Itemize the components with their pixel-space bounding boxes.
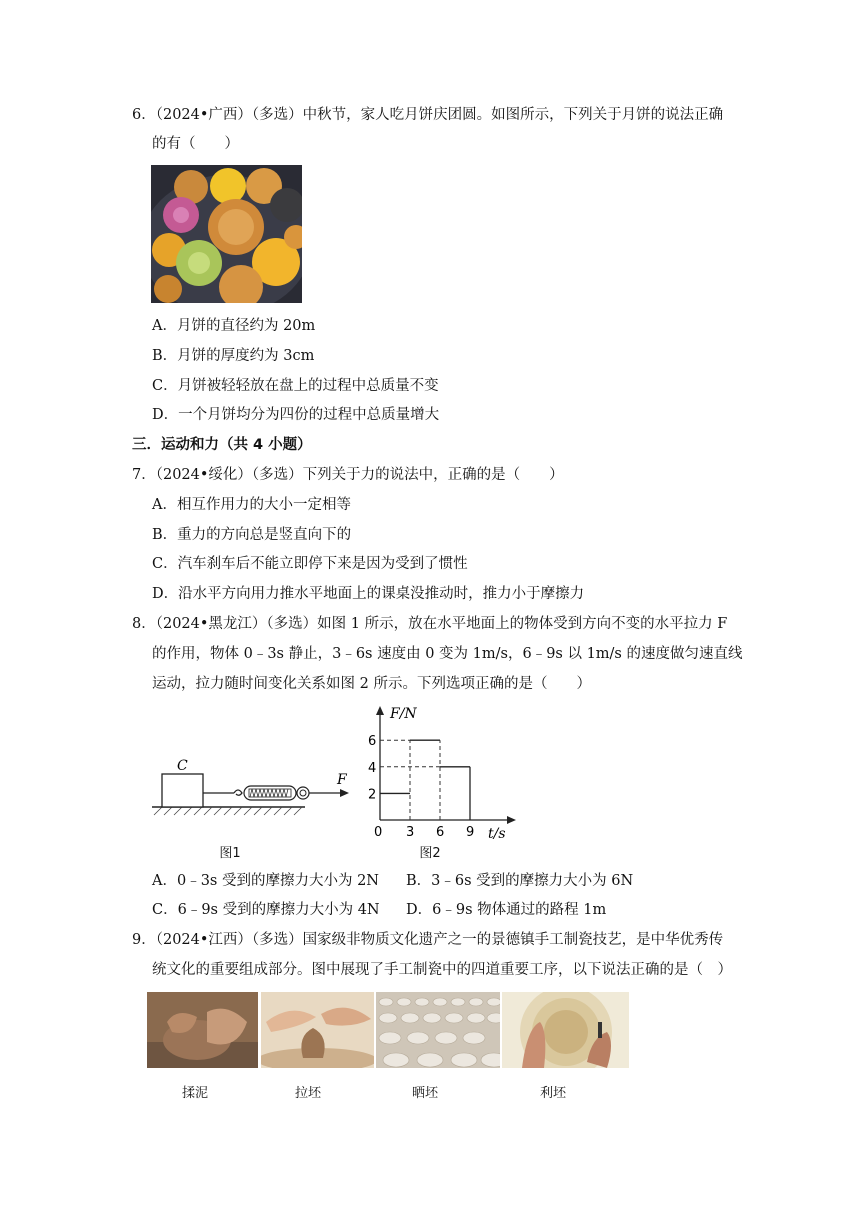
y-tick-label: 2 bbox=[368, 787, 377, 803]
mooncake-photo bbox=[151, 165, 302, 303]
y-axis-arrow bbox=[376, 706, 384, 715]
y-tick-label: 6 bbox=[368, 734, 377, 750]
pottery-photo-trimming bbox=[502, 992, 629, 1068]
pottery-photo-throwing bbox=[261, 992, 374, 1068]
q7-option-c: C．汽车刹车后不能立即停下来是因为受到了惯性 bbox=[152, 556, 468, 572]
caption-kneading: 揉泥 bbox=[181, 1086, 208, 1101]
q8-option-c: C．6﹣9s 受到的摩擦力大小为 4N bbox=[152, 902, 380, 918]
q7-stem: 7．（2024•绥化）（多选）下列关于力的说法中，正确的是（ ） bbox=[132, 467, 564, 483]
caption-drying: 晒坯 bbox=[411, 1086, 438, 1101]
caption-throwing: 拉坯 bbox=[294, 1086, 321, 1101]
q9-stem-line1: 9．（2024•江西）（多选）国家级非物质文化遗产之一的景德镇手工制瓷技艺，是中华优秀传 bbox=[132, 932, 724, 948]
q7-option-b: B．重力的方向总是竖直向下的 bbox=[152, 527, 352, 543]
spring-scale bbox=[244, 786, 309, 800]
y-tick-label: 4 bbox=[368, 760, 377, 776]
q8-stem-line2: 的作用，物体 0﹣3s 静止，3﹣6s 速度由 0 变为 1m/s，6﹣9s 以 1m/s 的速度做匀速直线 bbox=[152, 646, 743, 662]
figure-2-caption: 图2 bbox=[419, 846, 441, 861]
ground-hatching bbox=[154, 807, 302, 815]
pottery-photo-kneading bbox=[147, 992, 258, 1068]
section-heading: 三．运动和力（共 4 小题） bbox=[132, 437, 312, 453]
block-c-label: C bbox=[177, 758, 188, 774]
q6-option-c: C．月饼被轻轻放在盘上的过程中总质量不变 bbox=[152, 378, 439, 394]
q8-stem-line3: 运动，拉力随时间变化关系如图 2 所示。下列选项正确的是（ ） bbox=[152, 676, 591, 692]
pottery-photo-drying bbox=[376, 992, 500, 1068]
q6-stem-line1: 6．（2024•广西）（多选）中秋节，家人吃月饼庆团圆。如图所示，下列关于月饼的说法正确 bbox=[132, 107, 724, 123]
figure-1-caption: 图1 bbox=[219, 846, 241, 861]
x-tick-label: 6 bbox=[436, 825, 445, 840]
q6-option-a: A．月饼的直径约为 20m bbox=[152, 318, 316, 334]
q6-option-d: D．一个月饼均分为四份的过程中总质量增大 bbox=[152, 407, 440, 423]
force-label: F bbox=[337, 772, 347, 788]
q8-option-b: B．3﹣6s 受到的摩擦力大小为 6N bbox=[406, 873, 634, 889]
figure-1-diagram bbox=[150, 755, 355, 825]
q8-stem-line1: 8．（2024•黑龙江）（多选）如图 1 所示，放在水平地面上的物体受到方向不变的水平拉力 F bbox=[132, 616, 728, 632]
x-axis-arrow bbox=[507, 816, 516, 824]
q9-stem-line2: 统文化的重要组成部分。图中展现了手工制瓷中的四道重要工序，以下说法正确的是（ ） bbox=[152, 962, 732, 978]
q8-option-d: D．6﹣9s 物体通过的路程 1m bbox=[406, 902, 607, 918]
chart-xlabel: t/s bbox=[488, 826, 506, 842]
x-tick-label: 0 bbox=[374, 825, 383, 840]
q8-option-a: A．0﹣3s 受到的摩擦力大小为 2N bbox=[152, 873, 379, 889]
q6-stem-line2: 的有（ ） bbox=[152, 136, 239, 152]
block-c bbox=[162, 774, 203, 807]
x-tick-label: 3 bbox=[406, 825, 415, 840]
figure-2-chart bbox=[360, 700, 520, 845]
q7-option-a: A．相互作用力的大小一定相等 bbox=[152, 497, 351, 513]
q6-option-b: B．月饼的厚度约为 3cm bbox=[152, 348, 315, 364]
q7-option-d: D．沿水平方向用力推水平地面上的课桌没推动时，推力小于摩擦力 bbox=[152, 586, 585, 602]
chart-ylabel: F/N bbox=[390, 706, 417, 722]
caption-trimming: 利坯 bbox=[539, 1086, 566, 1101]
x-tick-label: 9 bbox=[466, 825, 475, 840]
